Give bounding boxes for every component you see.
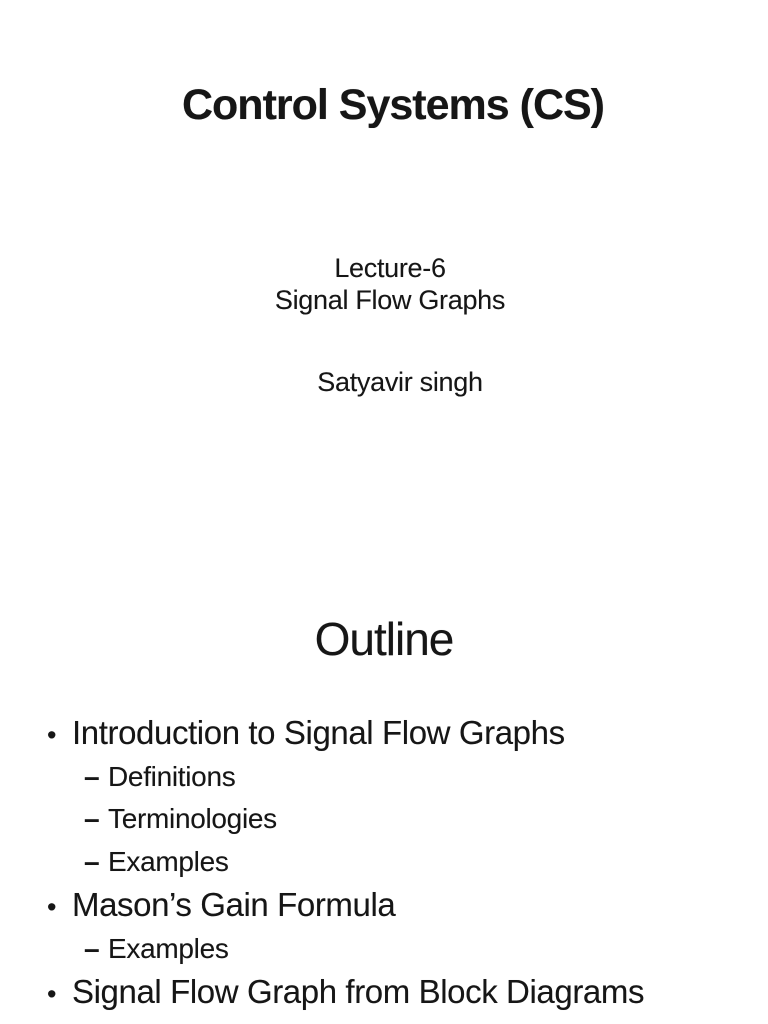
bullet-dot-marker: •	[47, 979, 57, 1009]
outline-bullet-row	[0, 756, 768, 799]
bullet-dash-marker: –	[84, 760, 100, 792]
outline-bullet-row	[0, 711, 768, 756]
author-name: Satyavir singh	[317, 367, 483, 397]
bullet-dash-marker: –	[84, 932, 100, 964]
bullet-text: Examples	[108, 845, 229, 877]
bullet-text: Signal Flow Graph from Block Diagrams	[72, 973, 645, 1010]
outline-bullet-row	[0, 883, 768, 928]
bullet-dash-marker: –	[84, 845, 100, 877]
bullet-text: Examples	[108, 932, 229, 964]
bullet-text: Introduction to Signal Flow Graphs	[72, 714, 565, 751]
lecture-number: Lecture-6	[334, 253, 446, 283]
outline-bullet-row	[0, 928, 768, 971]
bullet-text: Terminologies	[108, 803, 277, 834]
presentation-title: Control Systems (CS)	[181, 81, 604, 129]
outline-bullet-row	[0, 970, 768, 1015]
outline-bullet-row	[0, 798, 768, 841]
bullet-dot-marker: •	[47, 720, 57, 750]
bullet-dash-marker: –	[84, 803, 100, 834]
outline-heading: Outline	[314, 613, 454, 665]
outline-list	[0, 711, 768, 1015]
bullet-text: Definitions	[108, 760, 236, 792]
outline-bullet-row	[0, 841, 768, 884]
bullet-dot-marker: •	[47, 892, 57, 922]
lecture-topic: Signal Flow Graphs	[274, 285, 506, 315]
lecture-subtitle	[6, 252, 768, 316]
bullet-text: Mason’s Gain Formula	[72, 886, 396, 923]
